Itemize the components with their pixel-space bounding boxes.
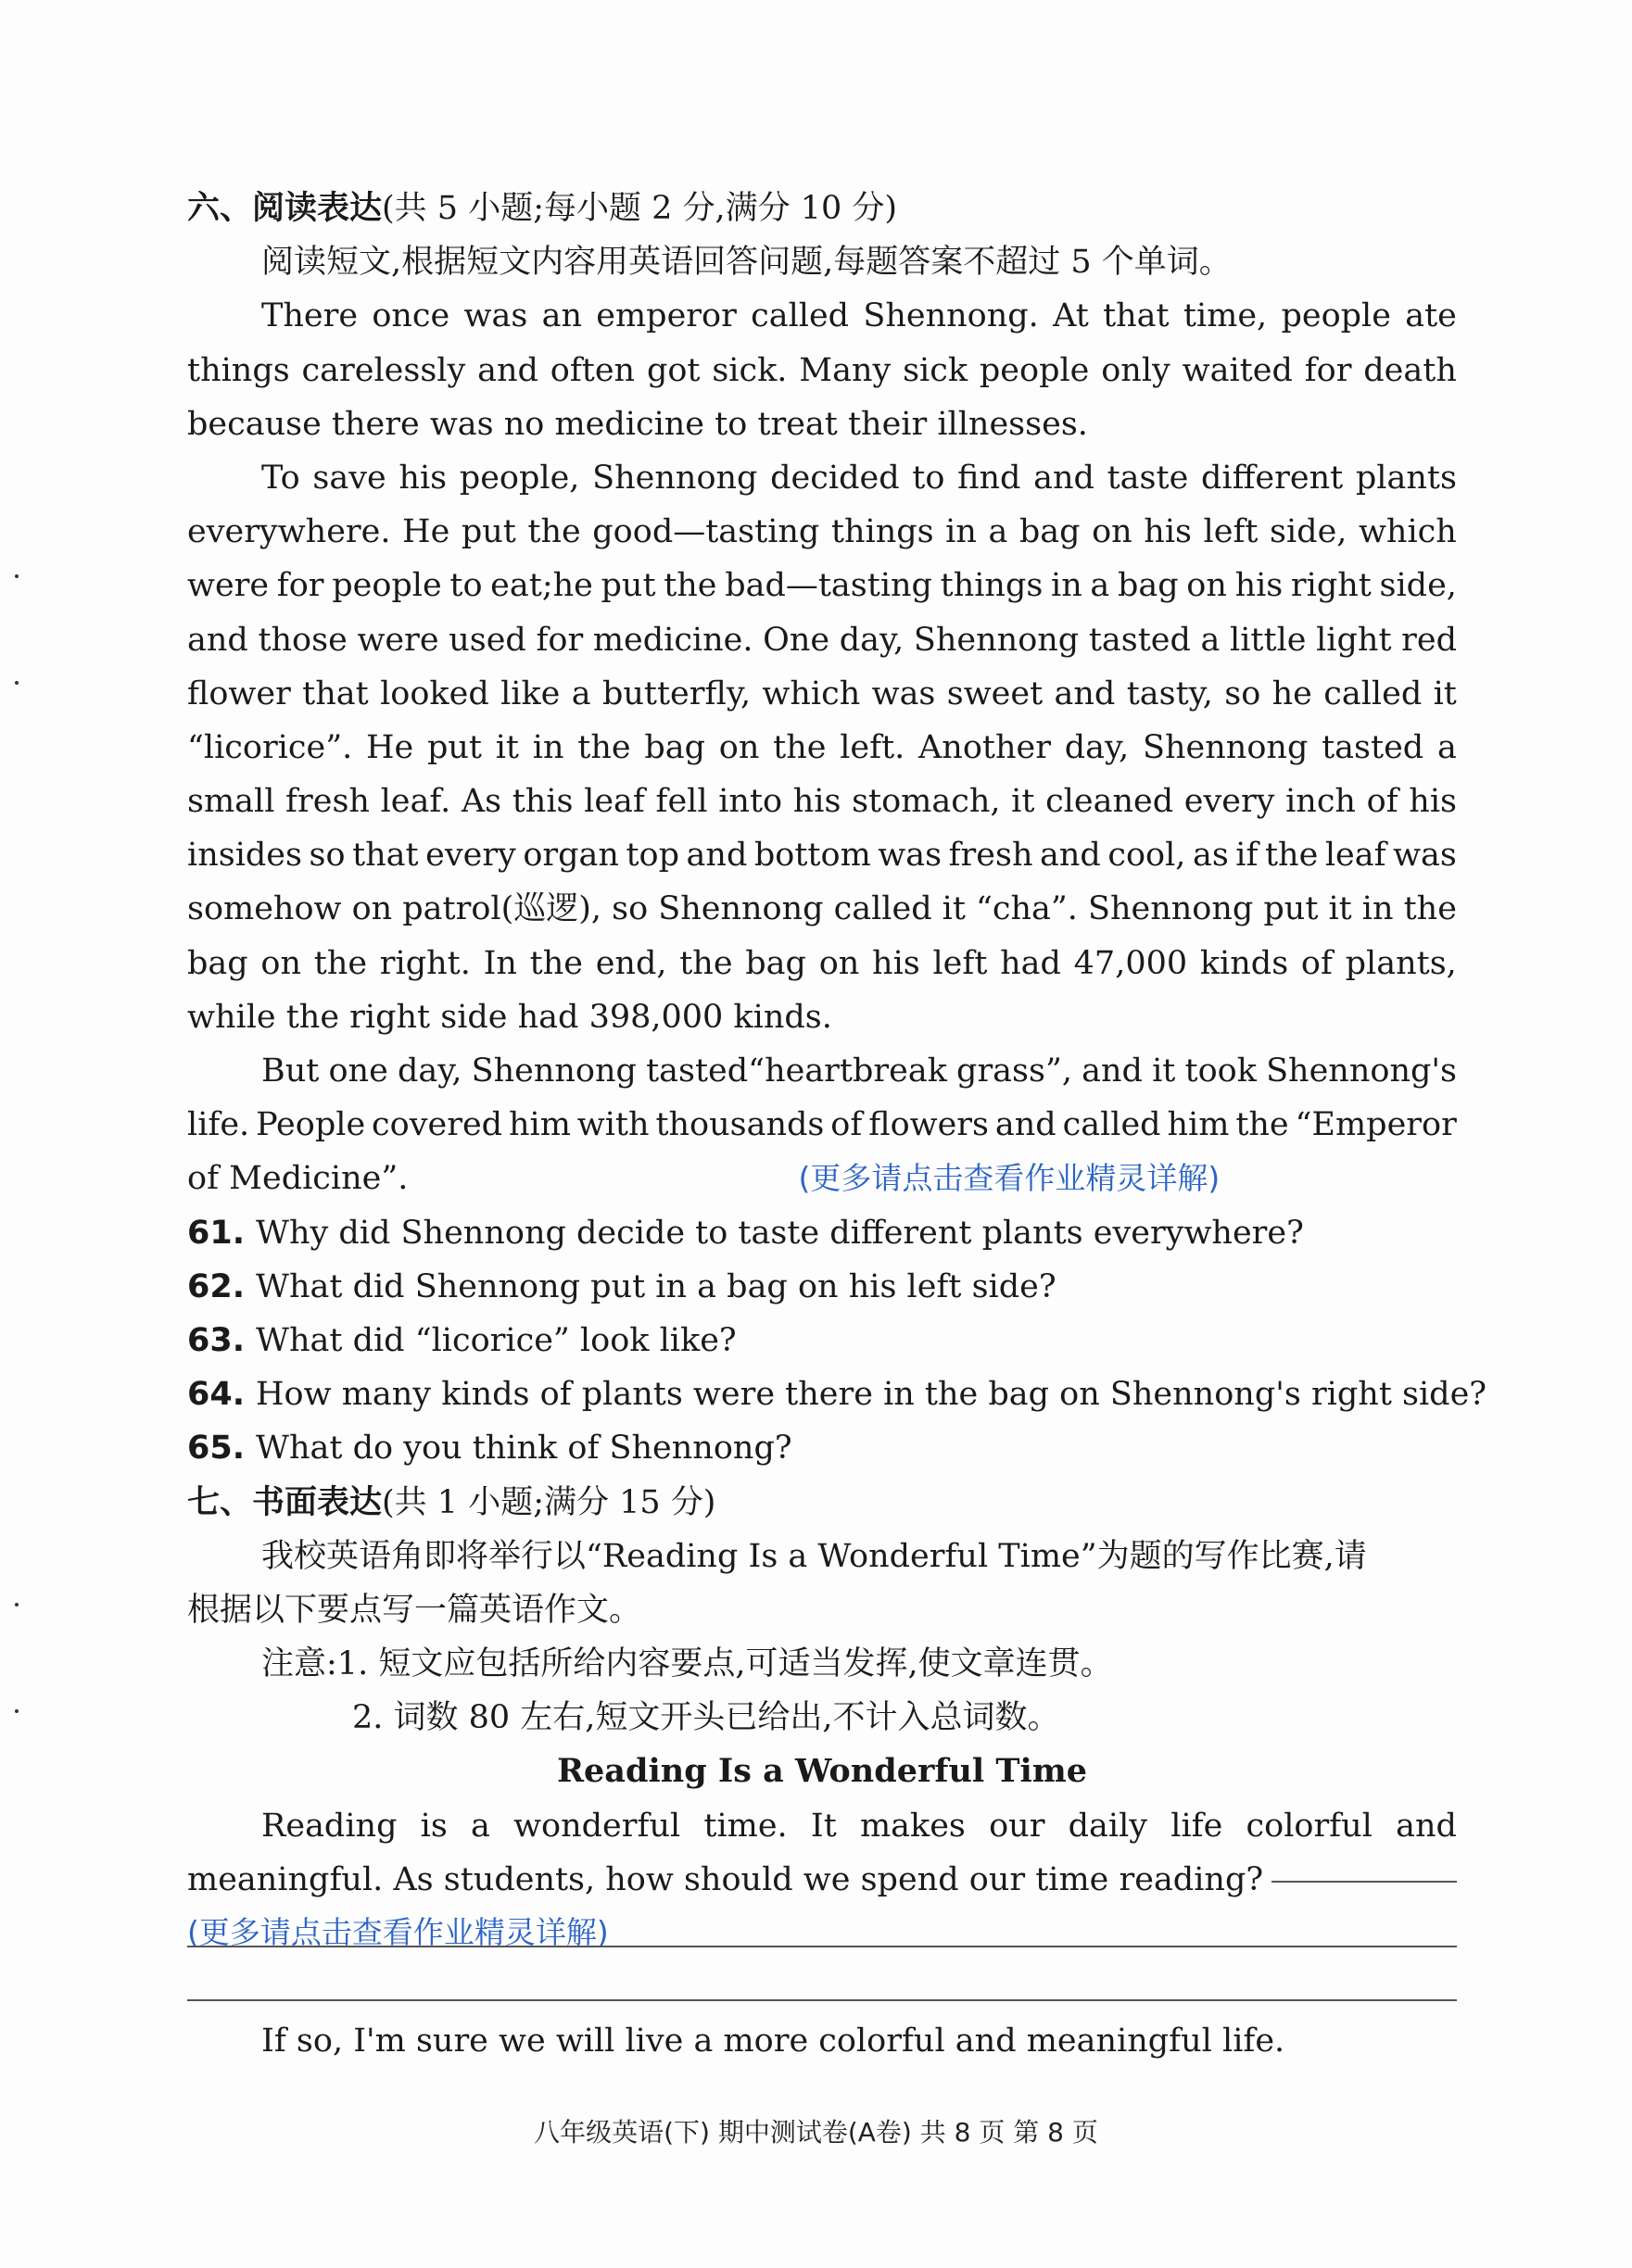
question-number: 63. [187, 1321, 246, 1359]
notice-item: 2. 词数 80 左右,短文开头已给出,不计入总词数。 [352, 1699, 1060, 1737]
section7-heading-line [187, 1476, 1457, 1530]
question-item [187, 1421, 1457, 1475]
notice-item: 1. 短文应包括所给内容要点,可适当发挥,使文章连贯。 [336, 1645, 1113, 1683]
passage-line: of Medicine”. [187, 1160, 409, 1198]
section6-instruction: 阅读短文,根据短文内容用英语回答问题,每题答案不超过 5 个单词。 [261, 244, 1232, 282]
question-number: 65. [187, 1430, 246, 1468]
passage-line: while the right side had 398,000 kinds. [187, 998, 832, 1036]
passage-line: bag on the right. In the end, the bag on his left had 47,000 kinds of plants, [187, 944, 1457, 982]
writing-line[interactable] [187, 1907, 1457, 1960]
writing-line[interactable] [187, 1960, 1457, 2014]
answer-link[interactable]: (更多请点击查看作业精灵详解) [798, 1160, 1221, 1197]
section7-prompt: 根据以下要点写一篇英语作文。 [187, 1591, 642, 1629]
question-text: What did Shennong put in a bag on his left side? [256, 1267, 1056, 1305]
notice-line [187, 1637, 1457, 1691]
passage-line: There once was an emperor called Shennong. At that time, people ate [261, 297, 1457, 335]
section7-note: (共 1 小题;满分 15 分) [382, 1483, 716, 1521]
passage-line: everywhere. He put the good—tasting things in a bag on his left side, which [187, 513, 1457, 551]
passage-line: somehow on patrol(巡逻), so Shennong called it “cha”. Shennong put it in the [187, 890, 1457, 928]
margin-mark [15, 1603, 19, 1606]
question-number: 62. [187, 1267, 246, 1305]
section6-note: (共 5 小题;每小题 2 分,满分 10 分) [382, 190, 898, 227]
question-item [187, 1367, 1487, 1421]
essay-start-line: Reading is a wonderful time. It makes our daily life colorful and [261, 1807, 1457, 1845]
question-number: 61. [187, 1214, 246, 1252]
passage-line: small fresh leaf. As this leaf fell into his stomach, it cleaned every inch of his [187, 783, 1457, 821]
passage-line: and those were used for medicine. One day, Shennong tasted a little light red [187, 621, 1457, 659]
section7-prompt: 我校英语角即将举行以“Reading Is a Wonderful Time”为题的写作比赛,请 [261, 1537, 1367, 1575]
question-item [187, 1314, 1457, 1367]
question-item [187, 1260, 1457, 1314]
essay-title: Reading Is a Wonderful Time [556, 1752, 1088, 1791]
essay-start-line: meaningful. As students, how should we spend our time reading? [187, 1853, 1457, 1907]
margin-mark [15, 681, 19, 685]
question-text: How many kinds of plants were there in the bag on Shennong's right side? [256, 1376, 1487, 1414]
notice-label: 注意: [261, 1645, 337, 1683]
passage-line: life. People covered him with thousands of flowers and called him the “Emperor [187, 1106, 1457, 1144]
passage-line: “licorice”. He put it in the bag on the left. Another day, Shennong tasted a [187, 728, 1457, 766]
passage-line: were for people to eat;he put the bad—tasting things in a bag on his right side, [187, 567, 1457, 605]
passage-line: To save his people, Shennong decided to find and taste different plants [261, 459, 1457, 497]
question-text: What did “licorice” look like? [256, 1321, 737, 1359]
essay-ending: If so, I'm sure we will live a more colorful and meaningful life. [261, 2022, 1285, 2060]
passage-line: flower that looked like a butterfly, which was sweet and tasty, so he called it [187, 674, 1457, 712]
passage-line: because there was no medicine to treat their illnesses. [187, 405, 1088, 443]
question-text: Why did Shennong decide to taste different plants everywhere? [256, 1214, 1304, 1252]
section6-heading: 六、阅读表达 [187, 190, 383, 227]
margin-mark [15, 1709, 19, 1713]
question-item [187, 1206, 1457, 1260]
passage-line: things carelessly and often got sick. Many sick people only waited for death [187, 351, 1457, 389]
page-content [187, 182, 1487, 2068]
margin-mark [15, 574, 19, 578]
question-number: 64. [187, 1376, 246, 1414]
passage-line: But one day, Shennong tasted“heartbreak grass”, and it took Shennong's [261, 1052, 1457, 1090]
answer-link[interactable]: (更多请点击查看作业精灵详解) [187, 1914, 609, 1950]
passage-last-line [187, 1152, 1457, 1205]
writing-blank[interactable] [1271, 1853, 1457, 1883]
page-footer: 八年级英语(下) 期中测试卷(A卷) 共 8 页 第 8 页 [534, 2117, 1098, 2148]
passage-line: insides so that every organ top and bottom was fresh and cool, as if the leaf was [187, 837, 1457, 875]
section6-heading-line [187, 182, 1457, 235]
section7-heading: 七、书面表达 [187, 1483, 383, 1521]
question-text: What do you think of Shennong? [256, 1430, 792, 1468]
